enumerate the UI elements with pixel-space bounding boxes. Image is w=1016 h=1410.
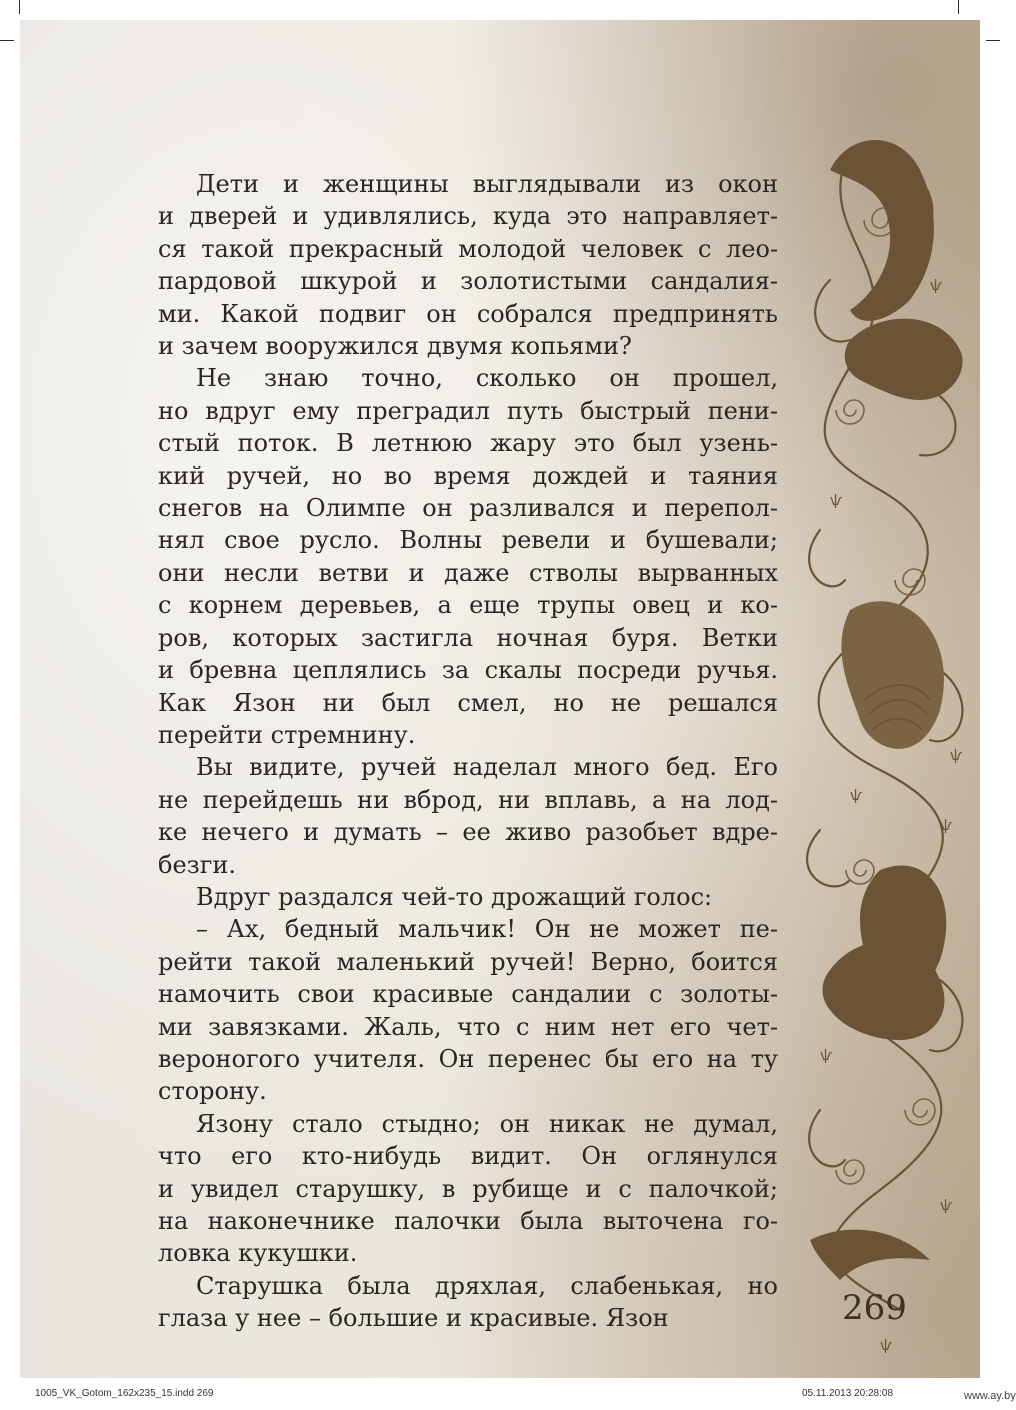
text-line: что его кто-нибудь видит. Он оглянулся [158, 1142, 778, 1171]
text-line: Вдруг раздался чей-то дрожащий голос: [196, 882, 713, 911]
crop-mark-top-left-h [0, 40, 14, 41]
text-line: глаза у нее – большие и красивые. Язон [158, 1304, 669, 1333]
text-line: на наконечнике палочки была выточена го- [158, 1207, 778, 1235]
text-line: намочить свои красивые сандалии с золоты- [158, 980, 778, 1009]
text-line: вероногого учителя. Он перенес бы его на ту [158, 1044, 778, 1073]
text-line: перейти стремнину. [158, 720, 416, 749]
text-line: не перейдешь ни вброд, ни вплавь, а на лод- [158, 785, 778, 814]
svg-text:ѱ: ѱ [830, 493, 843, 509]
text-line: кий ручей, но во время дождей и таяния [158, 461, 778, 490]
watermark: www.ay.by [964, 1390, 1016, 1402]
text-line: и увидел старушку, в рубище и с палочкой; [158, 1174, 778, 1203]
svg-text:ѱ: ѱ [930, 278, 943, 294]
text-line: рейти такой маленький ручей! Верно, боится [158, 947, 778, 976]
text-line: – Ах, бедный мальчик! Он не может пе- [196, 915, 778, 944]
text-line: и зачем вооружился двумя копьями? [158, 332, 632, 361]
svg-text:ѱ: ѱ [940, 818, 953, 834]
text-line: ке нечего и думать – ее живо разобьет вдре- [158, 818, 778, 847]
print-slug-timestamp: 05.11.2013 20:28:08 [802, 1388, 894, 1399]
text-line: Как Язон ни был смел, но не решался [158, 688, 778, 717]
text-line: с корнем деревьев, а еще трупы овец и ко- [158, 591, 778, 620]
book-page [20, 20, 980, 1378]
story-text [158, 168, 778, 1335]
svg-text:ѱ: ѱ [820, 1048, 833, 1064]
text-line: ся такой прекрасный молодой человек с лео- [158, 234, 778, 263]
text-line: ловка кукушки. [158, 1239, 358, 1268]
print-slug-filename: 1005_VK_Gotom_162x235_15.indd 269 [35, 1388, 214, 1399]
text-line: но вдруг ему преградил путь быстрый пени- [158, 396, 778, 425]
text-line: и бревна цеплялись за скалы посреди ручья. [158, 656, 778, 685]
dolphin-ornament-border [790, 110, 990, 1410]
text-line: Язону стало стыдно; он никак не думал, [196, 1109, 778, 1138]
text-line: снегов на Олимпе он разливался и перепол- [158, 494, 778, 523]
svg-text:ѱ: ѱ [950, 748, 963, 764]
text-line: безги. [158, 850, 236, 879]
crop-mark-top-right-h [986, 40, 1000, 41]
text-line: стый поток. В летнюю жару это был узень- [158, 429, 778, 458]
text-line: ми завязками. Жаль, что с ним нет его чет- [158, 1012, 778, 1041]
text-line: Дети и женщины выглядывали из окон [196, 170, 778, 198]
page-number: 269 [842, 1288, 907, 1328]
text-line: пардовой шкурой и золотистыми сандалия- [158, 267, 778, 296]
text-line: ров, которых застигла ночная буря. Ветки [158, 623, 778, 652]
text-line: Старушка была дряхлая, слабенькая, но [196, 1271, 778, 1300]
text-line: и дверей и удивлялись, куда это направляет- [158, 202, 778, 231]
text-line: нял свое русло. Волны ревели и бушевали; [158, 526, 778, 555]
svg-text:ѱ: ѱ [880, 1338, 893, 1354]
crop-mark-top-left-v [19, 0, 20, 14]
text-line: сторону. [158, 1077, 267, 1106]
text-line: они несли ветви и даже стволы вырванных [158, 558, 778, 587]
svg-text:ѱ: ѱ [940, 1198, 953, 1214]
crop-mark-top-right-v [958, 0, 959, 14]
svg-text:ѱ: ѱ [850, 788, 863, 804]
text-line: ми. Какой подвиг он собрался предпринять [158, 299, 778, 328]
text-line: Вы видите, ручей наделал много бед. Его [196, 753, 778, 782]
text-line: Не знаю точно, сколько он прошел, [196, 364, 778, 393]
